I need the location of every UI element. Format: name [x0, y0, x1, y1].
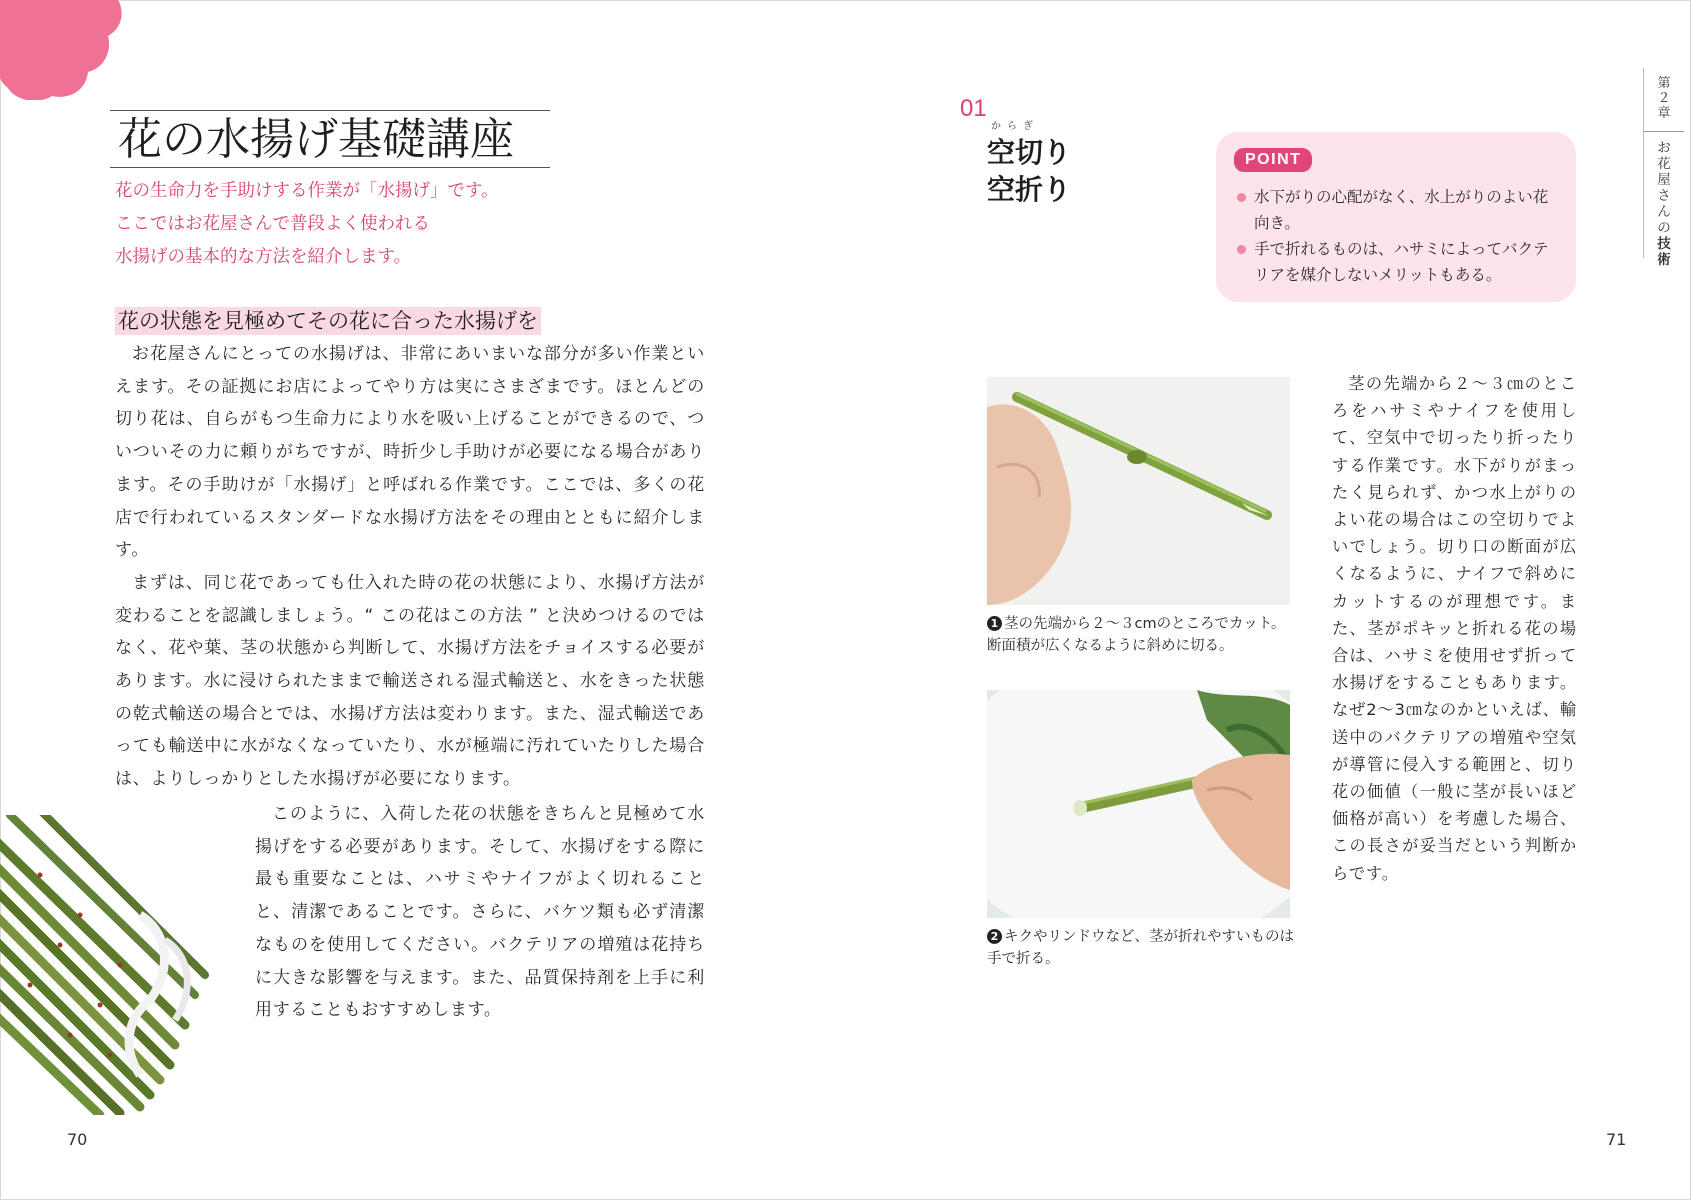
- body-text-right: [1332, 370, 1577, 887]
- point-item: [1234, 184, 1558, 236]
- item-title-ruby: からぎ: [991, 121, 1039, 132]
- stem-cut-photo: [987, 377, 1290, 605]
- bullet-dot-icon: [1237, 245, 1246, 254]
- photo-caption-2: [987, 926, 1297, 970]
- point-item-text: 手で折れるものは、ハサミによってバクテリアを媒介しないメリットもある。: [1254, 240, 1549, 284]
- body-text-left: [115, 338, 705, 796]
- body-paragraph: このように、入荷した花の状態をきちんと見極めて水揚げをする必要があります。そして、水揚げをする際に最も重要なことは、ハサミやナイフがよく切れることと、清潔であることです。さらに、バケツ類も必ず清潔なものを使用してください。バクテリアの増殖は花持ちに大きな影響を与えます。また、品質保持剤を上手に利用することもおすすめします。: [255, 804, 705, 1021]
- lead-text: [115, 175, 675, 274]
- stem-snap-photo: [987, 690, 1290, 918]
- side-tab-rule: [1644, 131, 1684, 132]
- flower-stems-bundle-photo: [0, 815, 215, 1115]
- body-paragraph: まずは、同じ花であっても仕入れた時の花の状態により、水揚げ方法が変わることを認識しましょう。“ この花はこの方法 ” と決めつけるのではなく、花や葉、茎の状態から判断して、水揚げ方法をチョイスする必要があります。水に浸けられたままで輸送される湿式輸送と、水をきった状態の乾式輸送の場合とでは、水揚げ方法は変わります。また、湿式輸送であっても輸送中に水がなくなっていたり、水が極端に汚れていたりした場合は、よりしっかりとした水揚げが必要になります。: [115, 572, 705, 790]
- page-number-right: 71: [1606, 1130, 1627, 1149]
- page-number-left: 70: [67, 1130, 88, 1149]
- body-text-left-indented: [255, 798, 705, 1027]
- item-title-line: 空折り: [987, 173, 1072, 206]
- caption-text: キクやリンドウなど、茎が折れやすいものは手で折る。: [987, 929, 1294, 967]
- point-box: [1216, 132, 1576, 302]
- point-item: [1234, 236, 1558, 288]
- corner-flower-decoration: [0, 0, 130, 100]
- point-list: [1234, 184, 1558, 288]
- section-heading: 花の状態を見極めてその花に合った水揚げを: [115, 307, 541, 335]
- body-paragraph: 茎の先端から２～３㎝のところをハサミやナイフを使用して、空気中で切ったり折ったりする作業です。水下がりがまったく見られず、かつ水上がりのよい花の場合はこの空切りでよいでしょう。切り口の断面が広くなるように、ナイフで斜めにカットするのが理想です。また、茎がポキッと折れる花の場合は、ハサミを使用せず折って水揚げをすることもあります。なぜ2～3㎝なのかといえば、輸送中のバクテリアの増殖や空気が導管に侵入する範囲と、切り花の価値（一般に茎が長いほど価格が高い）を考慮した場合、この長さが妥当だという判断からです。: [1332, 374, 1577, 883]
- caption-number-icon: 1: [987, 616, 1002, 631]
- item-title-line: 空切り: [987, 136, 1072, 169]
- side-tab-title-plain: お花屋さんの: [1657, 140, 1671, 236]
- side-tab-title: [1657, 140, 1671, 268]
- lead-line: 花の生命力を手助けする作業が「水揚げ」です。: [115, 181, 499, 201]
- photo-caption-1: [987, 613, 1297, 657]
- point-item-text: 水下がりの心配がなく、水上がりのよい花向き。: [1254, 188, 1549, 232]
- item-number: 01: [960, 95, 987, 122]
- lead-line: 水揚げの基本的な方法を紹介します。: [115, 247, 412, 267]
- chapter-title: 花の水揚げ基礎講座: [110, 110, 550, 168]
- point-badge: POINT: [1234, 148, 1312, 172]
- lead-line: ここではお花屋さんで普段よく使われる: [115, 214, 430, 234]
- side-chapter-tab: [1644, 68, 1684, 268]
- bullet-dot-icon: [1237, 193, 1246, 202]
- body-paragraph: お花屋さんにとっての水揚げは、非常にあいまいな部分が多い作業といえます。その証拠にお店によってやり方は実にさまざまです。ほとんどの切り花は、自らがもつ生命力により水を吸い上げることができるので、ついついその力に頼りがちですが、時折少し手助けが必要になる場合があります。その手助けが「水揚げ」と呼ばれる作業です。ここでは、多くの花店で行われているスタンダードな水揚げ方法をその理由とともに紹介します。: [115, 344, 705, 561]
- side-tab-title-bold: 技術: [1657, 236, 1671, 268]
- item-title: [987, 122, 1071, 208]
- side-tab-chapter: 第２章: [1657, 76, 1671, 121]
- caption-number-icon: 2: [987, 929, 1002, 944]
- caption-text: 茎の先端から２～３cmのところでカット。断面積が広くなるように斜めに切る。: [987, 616, 1286, 654]
